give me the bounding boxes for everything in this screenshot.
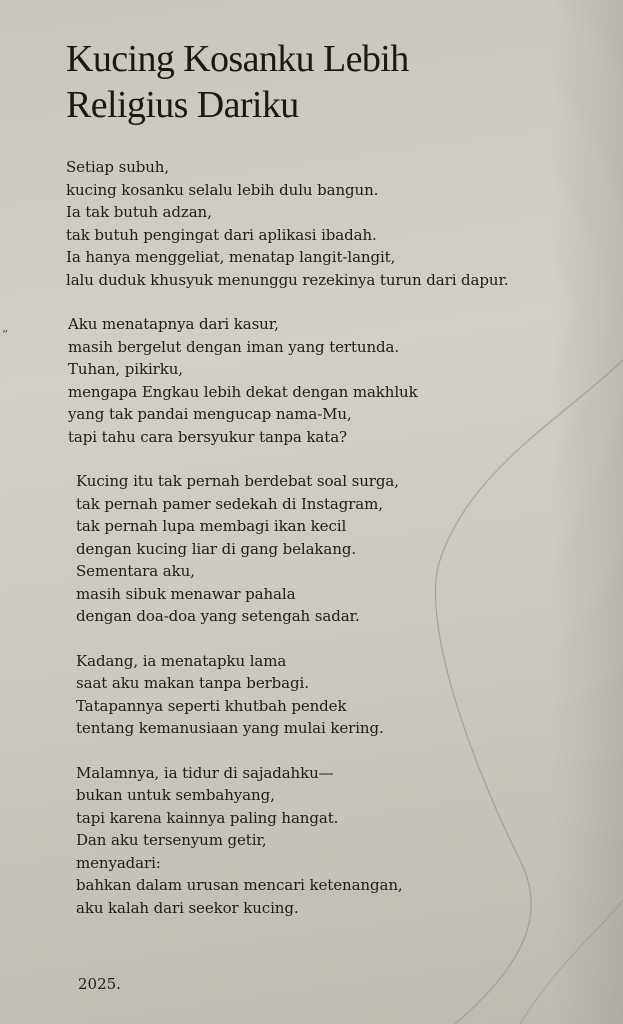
poem-line: Malamnya, ia tidur di sajadahku—	[76, 763, 334, 782]
poem-line: Kucing itu tak pernah berdebat soal surga,	[76, 472, 399, 490]
poem-line: Kadang, ia menatapku lama	[76, 651, 287, 670]
poem-line: dengan doa-doa yang setengah sadar.	[76, 607, 360, 625]
poem-line: menyadari:	[76, 853, 161, 872]
poem-line: Ia hanya menggeliat, menatap langit-langit,	[66, 248, 396, 266]
stanza-3	[76, 470, 611, 628]
poem-line: bukan untuk sembahyang,	[76, 786, 275, 804]
poem-title-line: Religius Dariku	[66, 84, 299, 126]
poem-line: tak pernah lupa membagi ikan kecil	[76, 517, 347, 535]
poem-line: Sementara aku,	[76, 562, 195, 580]
stanza-5	[76, 762, 611, 920]
poem-line: bahkan dalam urusan mencari ketenangan,	[76, 876, 403, 894]
stanza-2	[68, 313, 611, 448]
poem-line: tapi tahu cara bersyukur tanpa kata?	[68, 427, 347, 446]
poem-line: yang tak pandai mengucap nama-Mu,	[68, 405, 352, 423]
poem-line: masih bergelut dengan iman yang tertunda.	[68, 337, 400, 356]
poem-line: tak butuh pengingat dari aplikasi ibadah.	[66, 225, 377, 244]
poem-line: aku kalah dari seekor kucing.	[76, 898, 299, 917]
poem-line: tentang kemanusiaan yang mulai kering.	[76, 719, 384, 737]
poem-title-line: Kucing Kosanku Lebih	[66, 38, 409, 80]
poem-line: dengan kucing liar di gang belakang.	[76, 539, 356, 558]
poem-line: Setiap subuh,	[66, 158, 170, 176]
margin-mark: ”	[2, 328, 9, 342]
poem-title	[66, 36, 586, 128]
poem-line: masih sibuk menawar pahala	[76, 584, 296, 603]
poem-line: tapi karena kainnya paling hangat.	[76, 808, 339, 827]
poem-year: 2025.	[78, 975, 121, 993]
poem-line: mengapa Engkau lebih dekat dengan makhluk	[68, 382, 418, 401]
poem-line: lalu duduk khusyuk menunggu rezekinya turun dari dapur.	[66, 270, 509, 289]
poem-line: Tuhan, pikirku,	[68, 360, 183, 378]
poem-line: saat aku makan tanpa berbagi.	[76, 674, 309, 692]
poem-line: Aku menatapnya dari kasur,	[68, 315, 279, 333]
poem-line: Dan aku tersenyum getir,	[76, 831, 267, 849]
stanza-4	[76, 650, 611, 740]
stanza-1	[66, 156, 611, 291]
poem-line: Tatapannya seperti khutbah pendek	[76, 696, 347, 715]
poem-line: tak pernah pamer sedekah di Instagram,	[76, 494, 383, 513]
poem-body	[66, 156, 611, 941]
poem-line: Ia tak butuh adzan,	[66, 203, 212, 221]
poem-line: kucing kosanku selalu lebih dulu bangun.	[66, 180, 379, 199]
